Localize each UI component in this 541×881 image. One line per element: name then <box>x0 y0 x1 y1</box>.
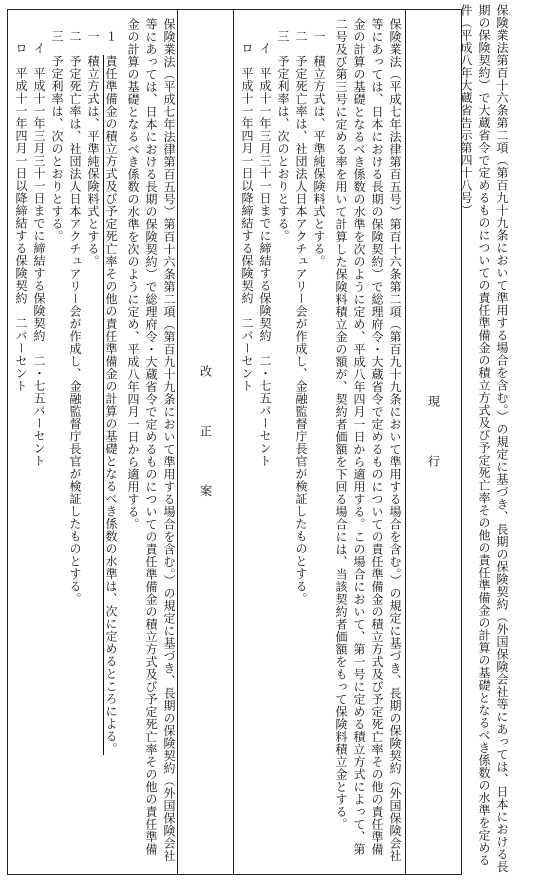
current-item-3b: ロ 平成十一年四月一日以降締結する保険契約 二パーセント <box>240 42 254 392</box>
revised-item-i3a: イ 平成十一年三月三十一日までに締結する保険契約 二・七五パーセント <box>32 42 46 467</box>
revised-item-i1: 一 積立方式は、平準純保険料式とする。 <box>86 30 100 268</box>
revised-body <box>12 18 176 866</box>
revised-item-i3: 三 予定利率は、次のとおりとする。 <box>50 30 64 243</box>
document-title-text: 保険業法第百十六条第二項（第百九十九条において準用する場合を含む。）の規定に基づき、長期の保険契約（外国保険会社等にあっては、日本における長期の保険契約）で大蔵省令で定めるものについての責任準備金の積立方式及び予定死亡率その他の責任準備金の計算の基礎となるべき係数の水準を定める件（平成八年大蔵省告示第四十八号） <box>459 4 509 873</box>
revised-item-i2: 二 予定死亡率は、社団法人日本アクチュアリー会が作成し、金融監督庁長官が検証したものとする。 <box>68 30 82 605</box>
revised-item-1-number: １ <box>104 30 118 43</box>
revised-intro: 保険業法（平成七年法律第百五号）第百十六条第二項（第百九十九条において準用する場合を含む。）の規定に基づき、長期の保険契約（外国保険会社等にあっては、日本における長期の保険契約）で総理府令・大蔵省令で定めるものについての責任準備金の積立方式及び予定死亡率その他の責任準備金の計算の基礎となるべき係数の水準を次のように定め、平成八年四月一日から適用する。 <box>126 18 176 862</box>
revised-panel <box>8 10 234 874</box>
comparison-table <box>7 9 462 875</box>
document-title <box>457 4 533 876</box>
current-body <box>238 18 402 866</box>
revised-heading: 改 正 案 <box>198 365 213 519</box>
current-item-3: 三 予定利率は、次のとおりとする。 <box>276 30 290 243</box>
revised-text <box>12 18 178 866</box>
revised-item-1-text: 責任準備金の積立方式及び予定死亡率その他の責任準備金の計算の基礎となるべき係数の水準は、次に定めるところによる。 <box>104 55 118 755</box>
current-intro: 保険業法（平成七年法律第百五号）第百十六条第二項（第百九十九条において準用する場合を含む。）の規定に基づき、長期の保険契約（外国保険会社等にあっては、日本における長期の保険契約）で総理府令・大蔵省令で定めるものについての責任準備金の積立方式及び予定死亡率その他の責任準備金の計算の基礎となるべき係数の水準を次のように定め、平成八年四月一日から適用する。この場合において、第一号に定める積立方式によって、第二号及び第三号に定める率を用いて計算した保険料積立金の額が、契約者価額を下回る場合には、当該契約者価額をもって保険料積立金とする。 <box>334 18 402 862</box>
current-item-3a: イ 平成十一年三月三十一日までに締結する保険契約 二・七五パーセント <box>258 42 272 467</box>
current-heading: 現 行 <box>426 395 441 489</box>
revised-heading-cell <box>177 10 233 874</box>
current-item-1: 一 積立方式は、平準純保険料式とする。 <box>312 30 326 268</box>
current-text <box>238 18 404 866</box>
current-item-2: 二 予定死亡率は、社団法人日本アクチュアリー会が作成し、金融監督庁長官が検証したものとする。 <box>294 30 308 605</box>
current-panel <box>234 10 461 874</box>
revised-item-i3b: ロ 平成十一年四月一日以降締結する保険契約 二パーセント <box>14 42 28 392</box>
current-heading-cell <box>405 10 461 874</box>
revised-item-1 <box>102 18 120 866</box>
